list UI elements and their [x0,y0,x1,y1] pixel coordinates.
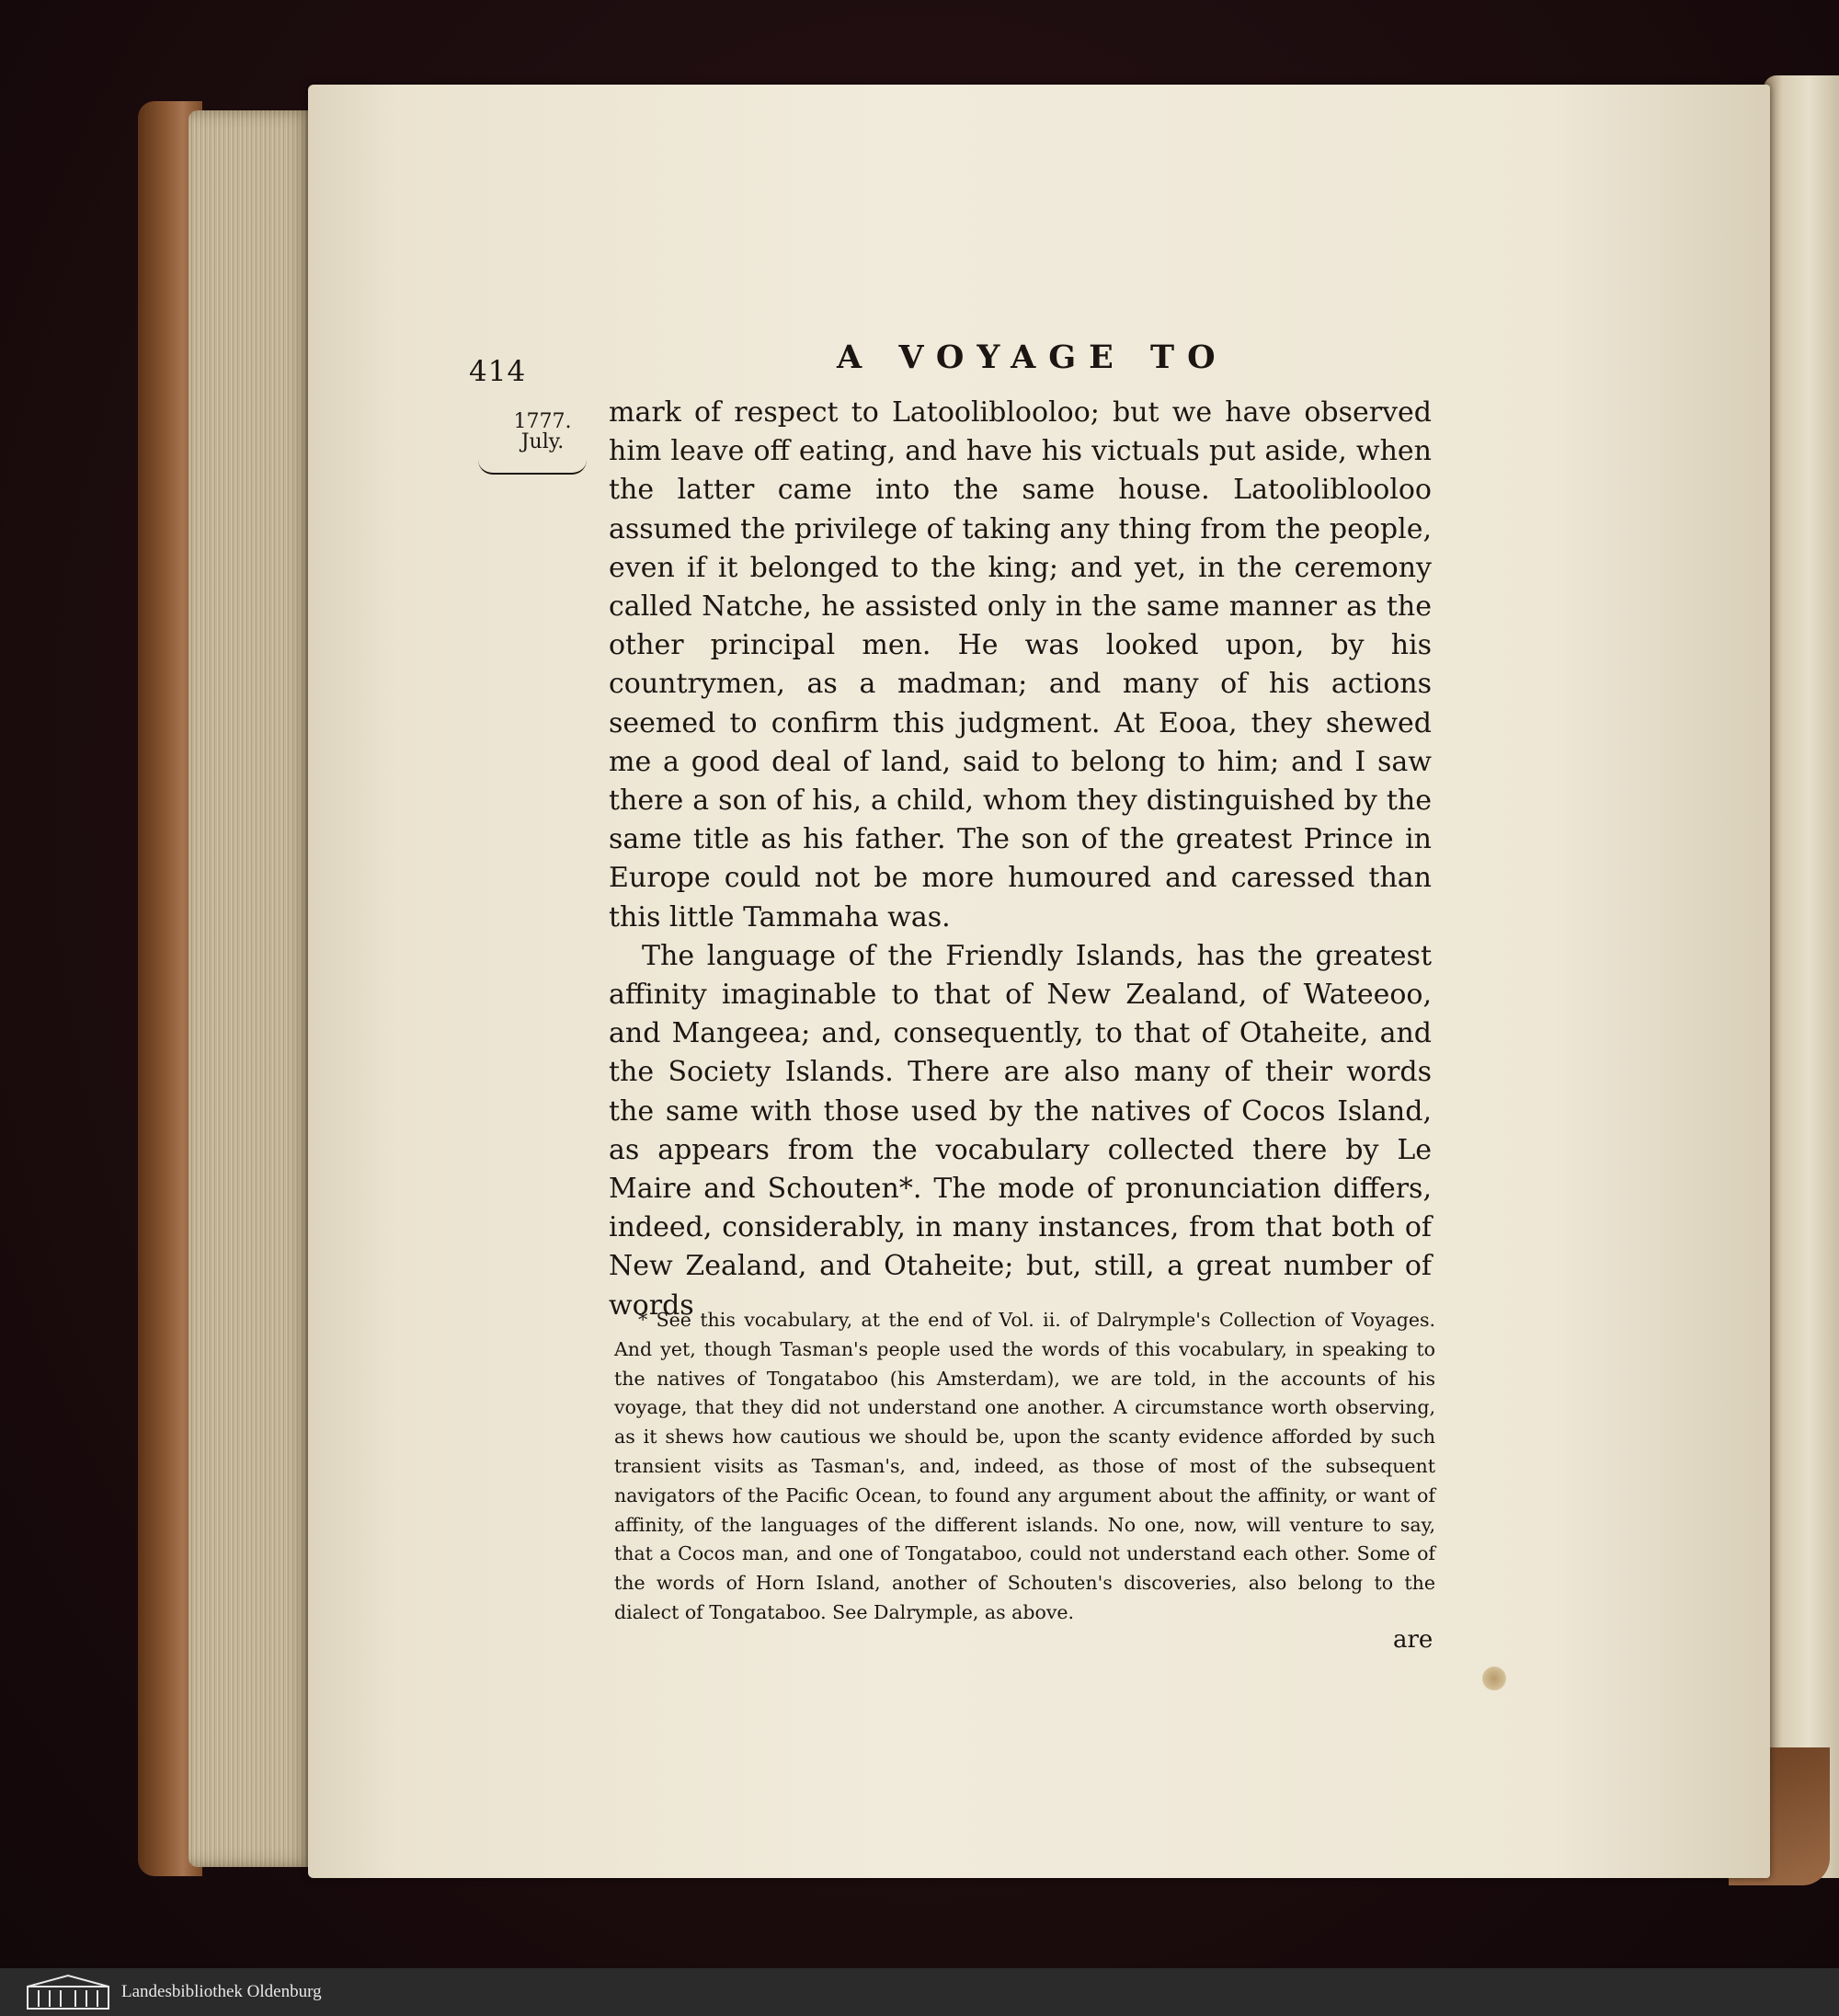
margin-month: July. [520,430,565,453]
running-head [469,338,1444,394]
page-number: 414 [469,355,527,388]
library-building-icon[interactable] [26,1972,110,2012]
footnote-text: * See this vocabulary, at the end of Vol. ii. of Dalrymple's Collection of Voyages. And yet, though Tasman's people used the words of this vocabulary, in speaking to the natives of Tongataboo (his Amsterdam), we are told, in the accounts of his voyage, that they did not understand one another. A circumstance worth observing, as it shews how cautious we should be, upon the scanty evidence afforded by such transient visits as Tasman's, and, indeed, as those of most of the subsequent navigators of the Pacific Ocean, to found any argument about the affinity, or want of affinity, of the languages of the different islands. No one, now, will venture to say, that a Cocos man, and one of Tongataboo, could not understand each other. Some of the words of Horn Island, another of Schouten's discoveries, also belong to the dialect of Tongataboo. See Dalrymple, as above. [614,1309,1435,1623]
footer-bar [0,1968,1839,2016]
paragraph: The language of the Friendly Islands, has the greatest affinity imaginable to that of New Zealand, of Wateeoo, and Mangeea; and, consequently, to that of Otaheite, and the Society Islands. There are also many of their words the same with those used by the natives of Cocos Island, as appears from the vocabulary collected there by Le Maire and Schouten*. The mode of pronunciation differs, indeed, considerably, in many instances, from that both of New Zealand, and Otaheite; but, still, a great number of words [609,939,1432,1322]
running-head-title: A VOYAGE TO [837,338,1228,376]
paper-stain [1482,1667,1506,1690]
margin-brace [478,460,587,475]
catchword: are [1393,1626,1434,1654]
margin-date-note [497,412,588,452]
paragraph: mark of respect to Latooliblooloo; but we have observed him leave off eating, and have his victuals put aside, when the latter came into the same house. Latooliblooloo assumed the privilege of taking any thing from the people, even if it belonged to the king; and yet, in the ceremony called Natche, he assisted only in the same manner as the other principal men. He was looked upon, by his countrymen, as a madman; and many of his actions seemed to confirm this judgment. At Eooa, they shewed me a good deal of land, said to belong to him; and I saw there a son of his, a child, whom they distinguished by the same title as his father. The son of the greatest Prince in Europe could not be more humoured and caressed than this little Tammaha was. [609,396,1432,934]
library-name[interactable]: Landesbibliothek Oldenburg [121,1982,322,2001]
facing-page-edge [1764,75,1839,1878]
footnote [614,1306,1435,1628]
body-text [609,394,1432,1325]
margin-year: 1777. [513,410,572,433]
page-edges [188,110,313,1867]
